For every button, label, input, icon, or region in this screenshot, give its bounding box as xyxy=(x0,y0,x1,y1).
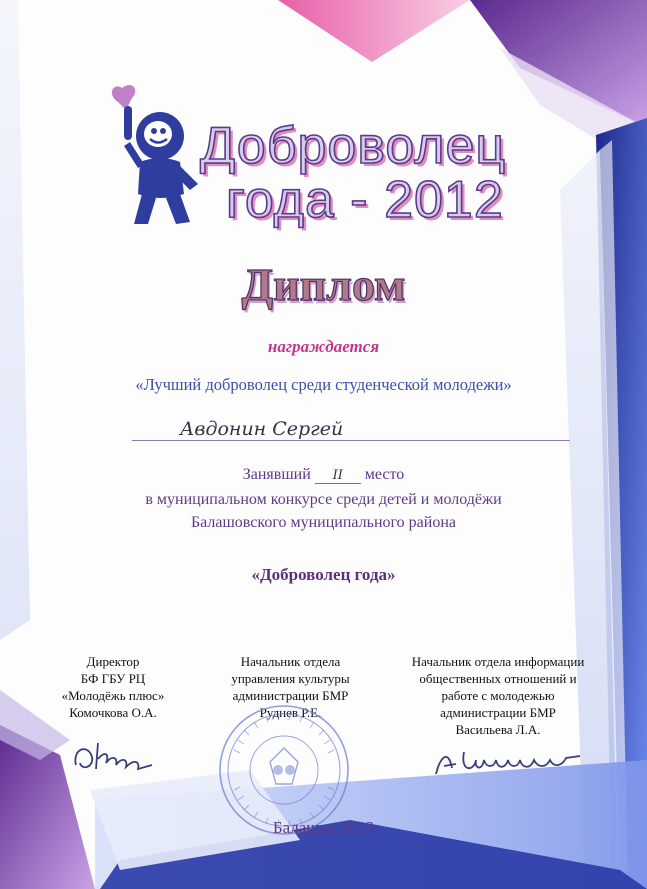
place-suffix: место xyxy=(364,466,405,483)
place-line xyxy=(0,466,647,484)
place-prefix: Занявший xyxy=(242,466,311,483)
footer-place-year: Балашов 2013 xyxy=(272,818,375,837)
signatory-1: Директор БФ ГБУ РЦ «Молодёжь плюс» Комочкова О.А. xyxy=(61,654,165,720)
recipient-underline xyxy=(132,440,570,441)
contest-line-2: Балашовского муниципального района xyxy=(190,514,457,531)
signature-1 xyxy=(70,735,160,780)
signatory-2: Начальник отдела управления культуры администрации БМР Руднев Р.Е. xyxy=(231,654,350,720)
title-line-2: года - 2012 xyxy=(226,171,504,229)
contest-name: «Доброволец года» xyxy=(251,565,396,584)
signature-3 xyxy=(430,738,590,783)
mascot-holding-heart-icon xyxy=(110,84,202,229)
awarded-label: награждается xyxy=(267,337,380,356)
contest-line-1: в муниципальном конкурсе среди детей и молодёжи xyxy=(145,491,502,508)
diploma-heading: Диплом xyxy=(241,259,406,310)
title-line-1: Доброволец xyxy=(200,117,507,175)
signatory-3: Начальник отдела информации общественных отношений и работе с молодежью администрации БМР Васильева Л.А. xyxy=(411,654,585,737)
recipient-name: Авдонин Сергей xyxy=(180,418,344,440)
nomination-text: «Лучший доброволец среди студенческой молодежи» xyxy=(135,375,512,394)
top-triangle xyxy=(278,0,470,62)
place-value: II xyxy=(315,468,361,484)
